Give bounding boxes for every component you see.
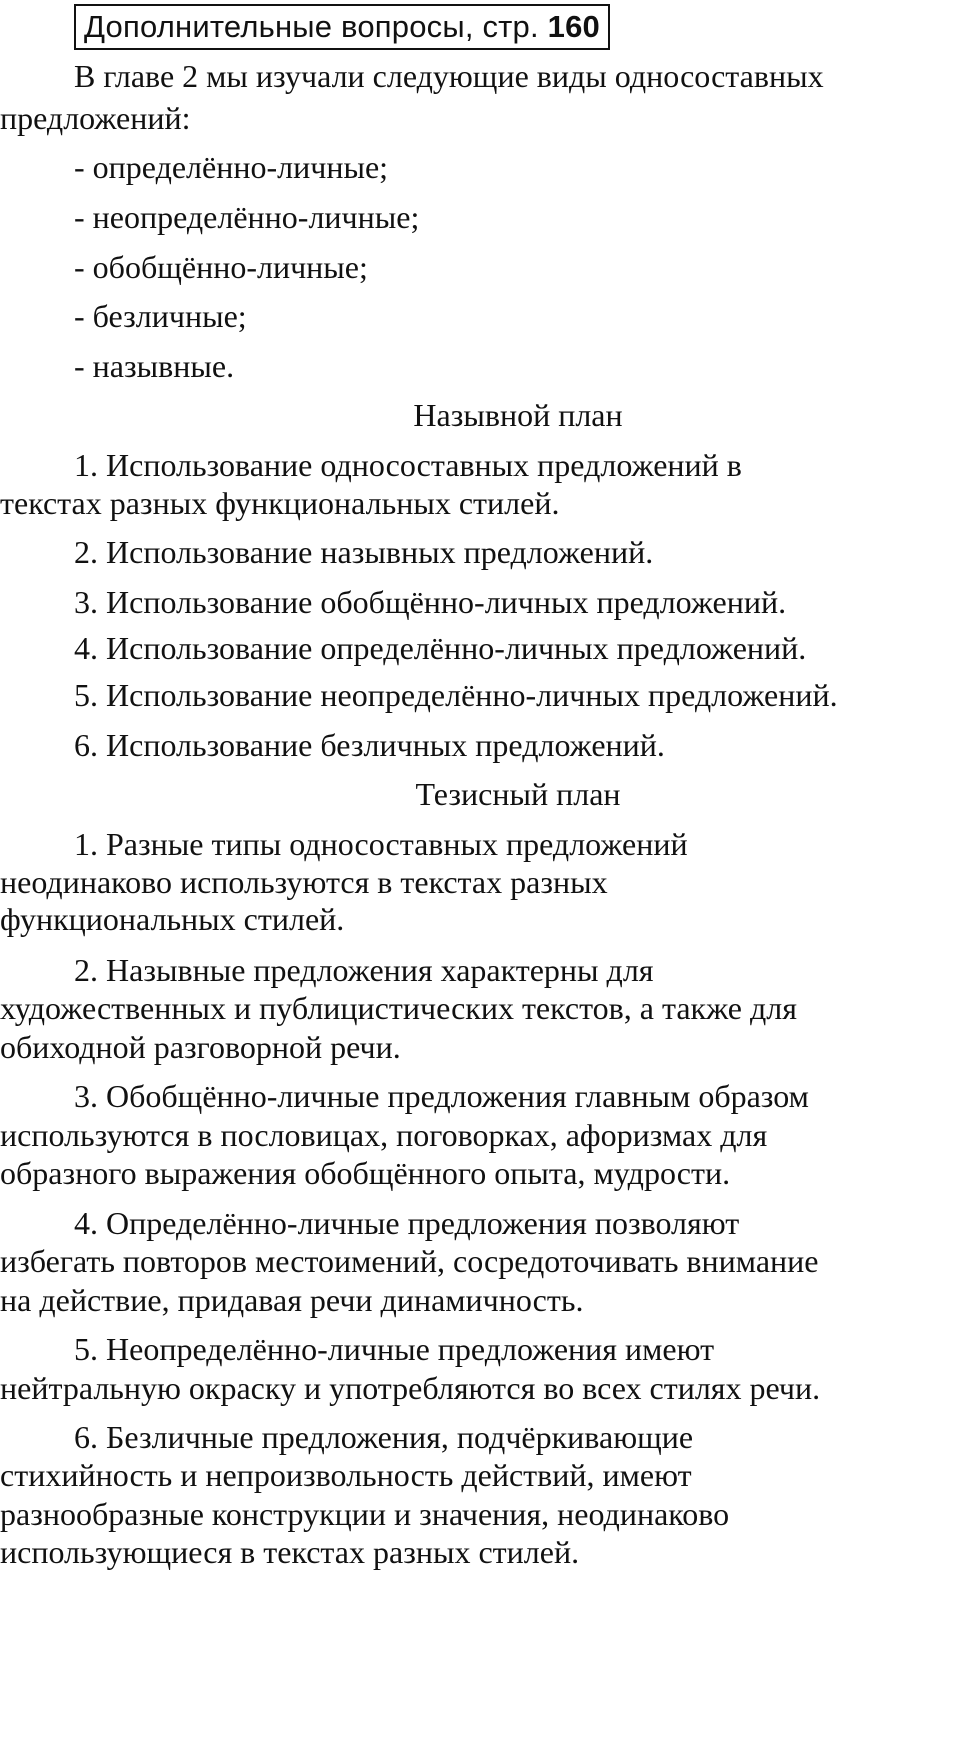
thesis-plan-item-cont: избегать повторов местоимений, сосредоточивать внимание <box>0 1243 819 1279</box>
thesis-plan-item: 3. Обобщённо-личные предложения главным образом <box>74 1078 809 1114</box>
thesis-plan-item-cont: нейтральную окраску и употребляются во всех стилях речи. <box>0 1370 821 1406</box>
thesis-plan-item: 5. Неопределённо-личные предложения имеют <box>74 1331 715 1367</box>
type-item: - безличные; <box>74 298 247 334</box>
nominal-plan-item: 3. Использование обобщённо-личных предложений. <box>74 584 787 620</box>
thesis-plan-item-cont: неодинаково используются в текстах разных <box>0 864 608 900</box>
type-item: - неопределённо-личные; <box>74 199 420 235</box>
thesis-plan-heading: Тезисный план <box>415 776 621 812</box>
thesis-plan-item-cont: на действие, придавая речи динамичность. <box>0 1282 584 1318</box>
thesis-plan-item-cont: разнообразные конструкции и значения, неодинаково <box>0 1496 730 1532</box>
type-item: - назывные. <box>74 348 235 384</box>
nominal-plan-item: 4. Использование определённо-личных предложений. <box>74 630 807 666</box>
thesis-plan-item-cont: использующиеся в текстах разных стилей. <box>0 1534 580 1570</box>
thesis-plan-item: 2. Назывные предложения характерны для <box>74 952 654 988</box>
thesis-plan-item: 1. Разные типы односоставных предложений <box>74 826 688 862</box>
thesis-plan-item-cont: обиходной разговорной речи. <box>0 1029 401 1065</box>
header-title: Дополнительные вопросы, стр. <box>84 9 539 44</box>
page-header-box <box>74 4 610 50</box>
thesis-plan-item-cont: функциональных стилей. <box>0 901 345 937</box>
nominal-plan-item: 1. Использование односоставных предложений в <box>74 447 742 483</box>
thesis-plan-item-cont: образного выражения обобщённого опыта, мудрости. <box>0 1155 731 1191</box>
type-item: - обобщённо-личные; <box>74 249 368 285</box>
intro-line-2: предложений: <box>0 100 191 136</box>
nominal-plan-item: 5. Использование неопределённо-личных предложений. <box>74 677 838 713</box>
header-page-number: 160 <box>547 9 600 44</box>
nominal-plan-item-cont: текстах разных функциональных стилей. <box>0 485 560 521</box>
intro-line-1: В главе 2 мы изучали следующие виды односоставных <box>74 58 824 94</box>
thesis-plan-item: 4. Определённо-личные предложения позволяют <box>74 1205 740 1241</box>
nominal-plan-item: 2. Использование назывных предложений. <box>74 534 654 570</box>
type-item: - определённо-личные; <box>74 149 389 185</box>
thesis-plan-item-cont: художественных и публицистических текстов, а также для <box>0 990 797 1026</box>
thesis-plan-item-cont: используются в пословицах, поговорках, афоризмах для <box>0 1117 768 1153</box>
thesis-plan-item: 6. Безличные предложения, подчёркивающие <box>74 1419 694 1455</box>
thesis-plan-item-cont: стихийность и непроизвольность действий, имеют <box>0 1457 692 1493</box>
nominal-plan-item: 6. Использование безличных предложений. <box>74 727 665 763</box>
nominal-plan-heading: Назывной план <box>413 397 623 433</box>
